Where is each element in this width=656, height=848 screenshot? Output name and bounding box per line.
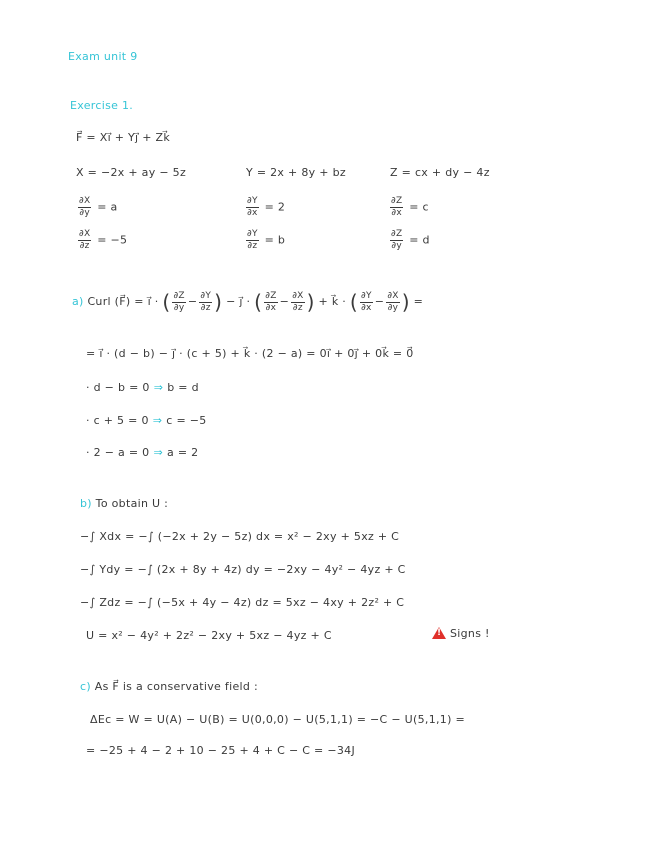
curl-expression: a) Curl (F⃗) = i⃗ · ( $\frac{\partial Z}{\partial y}$ − $\frac{\partial Y}{\partial z}$ ) − j⃗ · ( $\frac{\partial Z}{\partial x}$ − $\frac{\partial X}{\partial z}$ ) + k⃗ · ( $\frac{\partial Y}{\partial x}$ − $\frac{\partial X}{\partial y}$ ) = [72,290,424,314]
integral-x: −∫ Xdx = −∫ (−2x + 2y − 5z) dx = x² − 2xy + 5xz + C [80,530,400,543]
partial-dzdy: $\frac{\partial Z}{\partial y}$ = d [391,229,430,251]
signs-warning: ! Signs ! [432,627,490,640]
partial-dydz: $\frac{\partial Y}{\partial z}$ = b [247,229,286,251]
integral-y: −∫ Ydy = −∫ (2x + 8y + 4z) dy = −2xy − 4y² − 4yz + C [80,563,406,576]
condition-1: · d − b = 0 ⇒ b = d [86,381,199,394]
partial-dydx: $\frac{\partial Y}{\partial x}$ = 2 [247,196,286,218]
component-z: Z = cx + dy − 4z [390,166,490,179]
integral-z: −∫ Zdz = −∫ (−5x + 4y − 4z) dz = 5xz − 4xy + 2z² + C [80,596,405,609]
field-definition: F⃗ = Xi⃗ + Yj⃗ + Zk⃗ [76,131,171,144]
condition-2: · c + 5 = 0 ⇒ c = −5 [86,414,207,427]
component-y: Y = 2x + 8y + bz [246,166,346,179]
exercise-title: Exercise 1. [70,99,134,112]
partial-dxdy: $\frac{\partial X}{\partial y}$ = a [79,196,118,218]
work-result: = −25 + 4 − 2 + 10 − 25 + 4 + C − C = −34J [86,744,356,757]
partial-dzdx: $\frac{\partial Z}{\partial x}$ = c [391,196,429,218]
part-b-heading: b) To obtain U : [80,497,169,510]
part-a-label: a) [72,295,84,308]
potential-result: U = x² − 4y² + 2z² − 2xy + 5xz − 4yz + C [86,629,332,642]
part-c-heading: c) As F⃗ is a conservative field : [80,680,258,693]
component-x: X = −2x + ay − 5z [76,166,187,179]
condition-3: · 2 − a = 0 ⇒ a = 2 [86,446,199,459]
work-equation: ΔEc = W = U(A) − U(B) = U(0,0,0) − U(5,1,1) = −C − U(5,1,1) = [90,713,465,726]
partial-dxdz: $\frac{\partial X}{\partial z}$ = −5 [79,229,128,251]
warning-icon [432,627,446,639]
page-title: Exam unit 9 [68,50,138,63]
curl-expansion: = i⃗ · (d − b) − j⃗ · (c + 5) + k⃗ · (2 − a) = 0i⃗ + 0j⃗ + 0k⃗ = 0⃗ [86,347,414,360]
